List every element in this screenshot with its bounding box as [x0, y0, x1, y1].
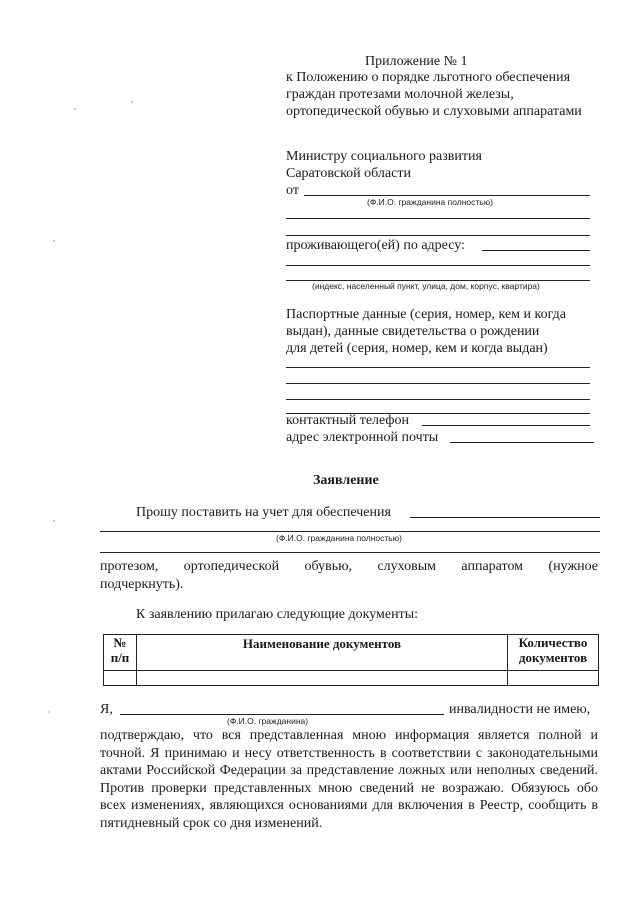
- request-name-hint: (Ф.И.О. гражданина полностью): [276, 533, 402, 543]
- statement-title: Заявление: [313, 473, 379, 488]
- documents-table: [103, 634, 599, 686]
- passport-label: выдан), данные свидетельства о рождении: [286, 324, 540, 339]
- declaration-name-hint: (Ф.И.О. гражданина): [227, 716, 309, 726]
- addressee-line: Саратовской области: [286, 166, 411, 181]
- address-hint: (индекс, населенный пункт, улица, дом, корпус, квартира): [312, 281, 540, 291]
- declaration-prefix: Я,: [100, 702, 113, 717]
- from-label: от: [286, 183, 299, 198]
- from-name-field-cont[interactable]: [286, 235, 590, 236]
- request-text: Прошу поставить на учет для обеспечения: [136, 505, 391, 520]
- request-field-cont[interactable]: [100, 552, 600, 553]
- email-label: адрес электронной почты: [286, 430, 439, 445]
- passport-label: для детей (серия, номер, кем и когда выдан): [286, 341, 548, 356]
- items-line: протезом, ортопедической обувью, слуховым аппаратом (нужное: [100, 559, 598, 574]
- items-line: подчеркнуть).: [100, 577, 184, 592]
- table-row: [104, 671, 599, 686]
- addressee-line: Министру социального развития: [286, 149, 482, 164]
- scan-speck: [48, 711, 50, 713]
- appendix-line: граждан протезами молочной железы,: [286, 87, 514, 102]
- scan-speck: [53, 240, 55, 242]
- from-name-hint: (Ф.И.О. гражданина полностью): [367, 197, 493, 207]
- table-cell[interactable]: [508, 671, 599, 686]
- scan-speck: [74, 108, 76, 110]
- passport-field[interactable]: [286, 383, 590, 384]
- address-field-cont[interactable]: [286, 265, 590, 266]
- table-header-row: [104, 635, 599, 671]
- email-field[interactable]: [450, 442, 594, 443]
- phone-field[interactable]: [422, 425, 590, 426]
- declaration-body: подтверждаю, что вся представленная мною информация является полной и точной. Я принимаю и несу ответственность в соответствии с законодательными актами Российской Федерации за представление ложных или неполных сведений. Против проверки представленных мною сведений не возражаю. Обязуюсь обо всех изменениях, являющихся основаниями для включения в Реестр, сообщить в пятидневный срок со дня изменений.: [100, 728, 598, 831]
- address-label: проживающего(ей) по адресу:: [286, 238, 465, 253]
- appendix-line: ортопедической обувью и слуховыми аппаратами: [286, 104, 582, 119]
- scan-speck: [131, 101, 133, 103]
- passport-label: Паспортные данные (серия, номер, кем и когда: [286, 307, 566, 322]
- header-num: № п/п: [104, 635, 137, 671]
- attach-text: К заявлению прилагаю следующие документы:: [136, 607, 419, 622]
- from-name-field[interactable]: [304, 195, 590, 196]
- table-cell[interactable]: [137, 671, 508, 686]
- header-qty: Количество документов: [508, 635, 599, 671]
- declaration-name-field[interactable]: [120, 714, 444, 715]
- appendix-line: к Положению о порядке льготного обеспечения: [286, 70, 571, 85]
- address-field[interactable]: [482, 250, 590, 251]
- appendix-title: Приложение № 1: [365, 54, 468, 69]
- request-field-cont[interactable]: [100, 531, 600, 532]
- table-cell[interactable]: [104, 671, 137, 686]
- header-name: Наименование документов: [137, 635, 508, 671]
- declaration-suffix: инвалидности не имею,: [449, 702, 591, 717]
- phone-label: контактный телефон: [286, 413, 409, 428]
- passport-field[interactable]: [286, 367, 590, 368]
- from-name-field-cont[interactable]: [286, 218, 590, 219]
- request-field[interactable]: [410, 517, 600, 518]
- scan-speck: [53, 520, 55, 522]
- passport-field[interactable]: [286, 399, 590, 400]
